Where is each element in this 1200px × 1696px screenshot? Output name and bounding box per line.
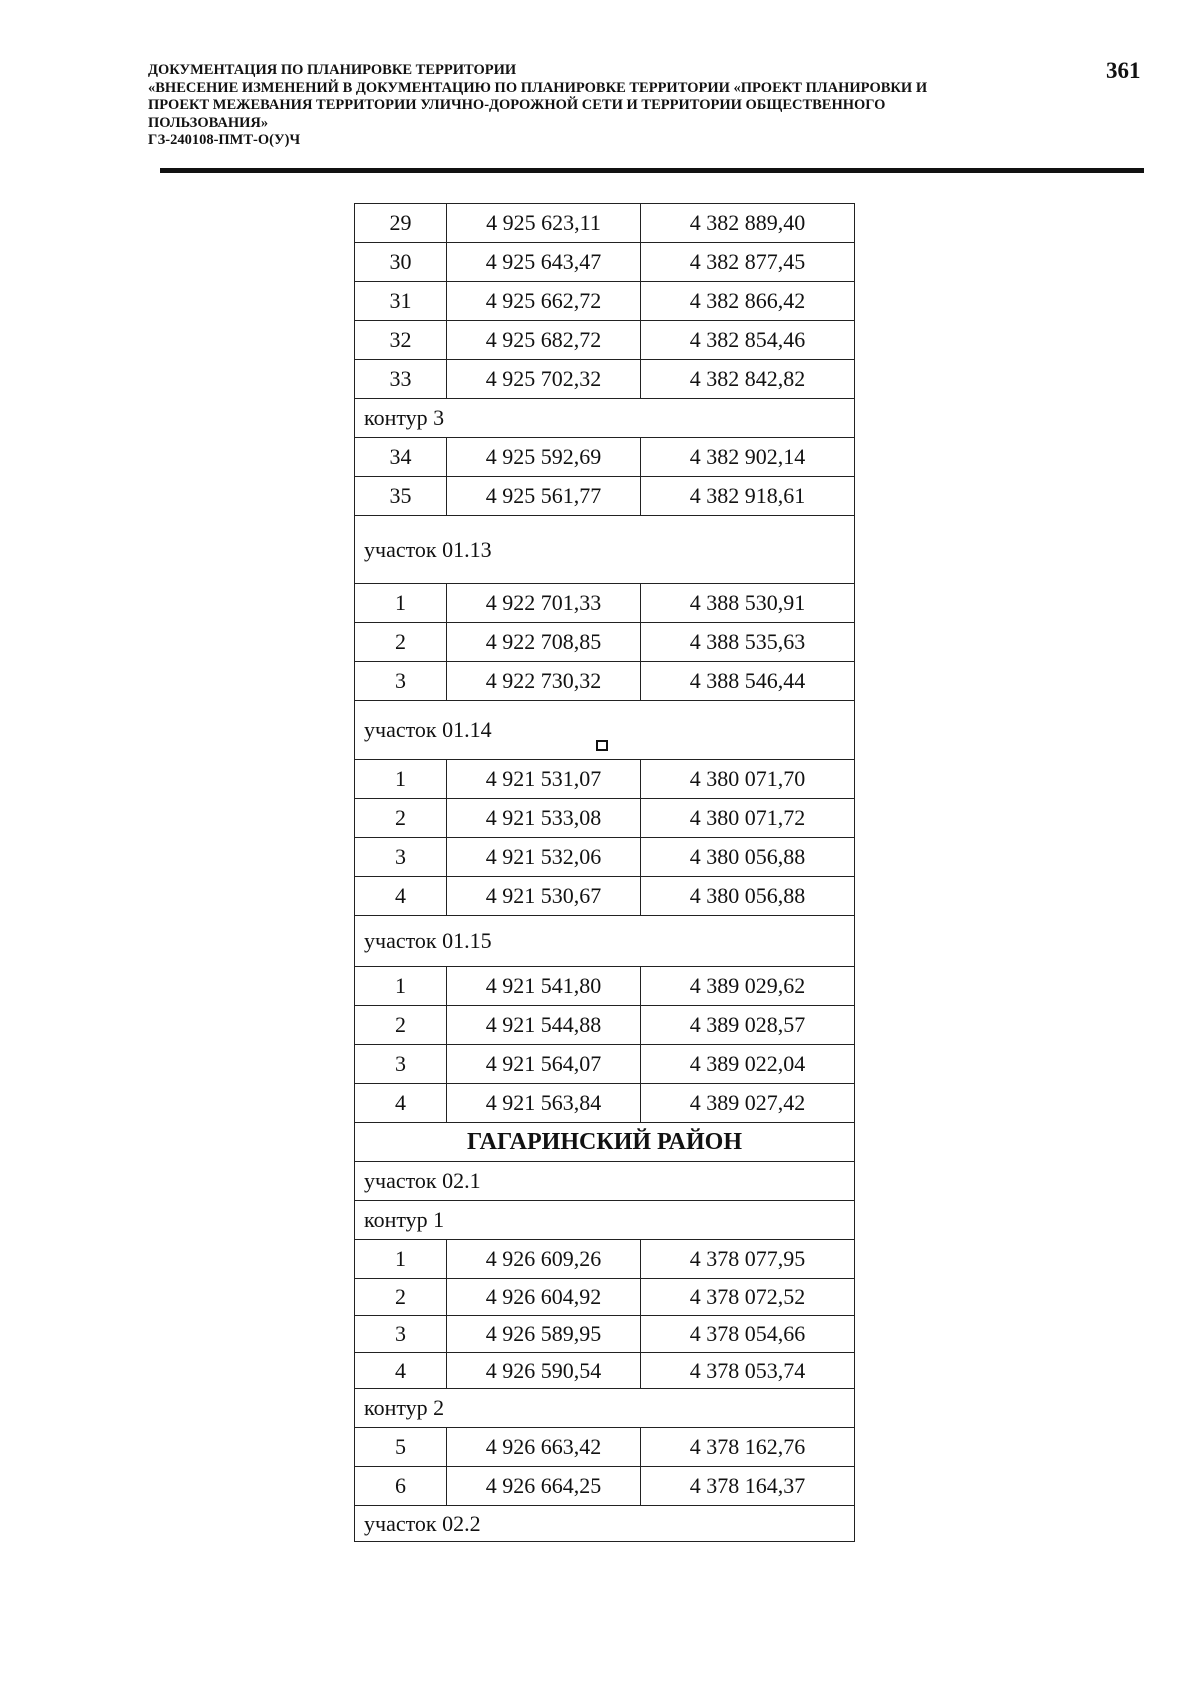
x-coordinate-cell: 4 926 663,42 [447,1428,641,1466]
section-label: участок 02.2 [364,1510,481,1536]
y-coordinate-cell: 4 378 072,52 [689,1284,806,1309]
point-number-cell: 6 [355,1467,447,1505]
x-coordinate-cell: 4 925 682,72 [447,321,641,359]
x-coordinate-cell: 4 925 702,32 [447,360,641,398]
table-row [355,203,854,242]
x-coordinate-cell: 4 926 609,26 [447,1240,641,1278]
point-number-cell: 29 [355,204,447,242]
y-coordinate-cell: 4 378 162,76 [689,1434,806,1459]
header-line-2: «ВНЕСЕНИЕ ИЗМЕНЕНИЙ В ДОКУМЕНТАЦИЮ ПО ПЛАНИРОВКЕ ТЕРРИТОРИИ «ПРОЕКТ ПЛАНИРОВКИ И [148,79,928,96]
table-row [355,837,854,876]
x-coordinate-cell: 4 921 531,07 [447,760,641,798]
section-row [355,915,854,966]
y-coordinate-cell: 4 389 029,62 [689,973,806,998]
table-row [355,622,854,661]
point-number-cell: 3 [355,838,447,876]
point-number-cell: 35 [355,477,447,515]
section-row [355,398,854,437]
coordinates-table [354,203,855,1542]
header-divider [160,168,1144,173]
x-coordinate-cell: 4 926 589,95 [447,1316,641,1352]
table-row [355,359,854,398]
x-coordinate-cell: 4 921 532,06 [447,838,641,876]
y-coordinate-cell: 4 380 056,88 [689,844,806,869]
y-coordinate-cell: 4 388 530,91 [689,590,806,615]
table-row [355,1315,854,1352]
table-row [355,583,854,622]
y-coordinate-cell: 4 380 071,72 [689,805,806,830]
x-coordinate-cell: 4 925 662,72 [447,282,641,320]
x-coordinate-cell: 4 921 533,08 [447,799,641,837]
point-number-cell: 30 [355,243,447,281]
x-coordinate-cell: 4 925 623,11 [447,204,641,242]
y-coordinate-cell: 4 388 535,63 [689,629,806,654]
section-label: участок 01.14 [364,717,492,742]
y-coordinate-cell: 4 378 077,95 [689,1246,806,1271]
point-number-cell: 2 [355,1006,447,1044]
point-number-cell: 3 [355,1045,447,1083]
x-coordinate-cell: 4 921 544,88 [447,1006,641,1044]
x-coordinate-cell: 4 925 643,47 [447,243,641,281]
point-number-cell: 3 [355,1316,447,1352]
point-number-cell: 5 [355,1428,447,1466]
header-line-3: ПРОЕКТ МЕЖЕВАНИЯ ТЕРРИТОРИИ УЛИЧНО-ДОРОЖНОЙ СЕТИ И ТЕРРИТОРИИ ОБЩЕСТВЕННОГО [148,97,886,113]
y-coordinate-cell: 4 382 866,42 [689,288,806,313]
y-coordinate-cell: 4 389 028,57 [689,1012,806,1037]
y-coordinate-cell: 4 389 027,42 [689,1090,806,1115]
x-coordinate-cell: 4 921 564,07 [447,1045,641,1083]
y-coordinate-cell: 4 380 071,70 [689,766,806,791]
y-coordinate-cell: 4 378 053,74 [689,1357,806,1383]
district-heading: ГАГАРИНСКИЙ РАЙОН [467,1128,742,1155]
table-row [355,759,854,798]
point-number-cell: 34 [355,438,447,476]
point-number-cell: 3 [355,662,447,700]
header-line-4: ПОЛЬЗОВАНИЯ» [148,114,269,131]
y-coordinate-cell: 4 378 054,66 [689,1321,806,1346]
section-label: участок 01.13 [364,536,492,562]
table-row [355,1278,854,1315]
header-line-5: ГЗ-240108-ПМТ-О(У)Ч [148,132,301,148]
section-row [355,1200,854,1239]
header-line-1: ДОКУМЕНТАЦИЯ ПО ПЛАНИРОВКЕ ТЕРРИТОРИИ [148,62,517,78]
section-label: контур 3 [364,405,445,430]
point-number-cell: 1 [355,584,447,622]
table-row [355,437,854,476]
section-label: контур 2 [364,1395,445,1420]
x-coordinate-cell: 4 922 730,32 [447,662,641,700]
section-row [355,1505,854,1541]
table-row [355,1239,854,1278]
point-number-cell: 33 [355,360,447,398]
x-coordinate-cell: 4 922 708,85 [447,623,641,661]
y-coordinate-cell: 4 388 546,44 [689,668,806,693]
table-row [355,661,854,700]
x-coordinate-cell: 4 925 592,69 [447,438,641,476]
point-number-cell: 4 [355,1353,447,1388]
table-row [355,1044,854,1083]
table-row [355,966,854,1005]
y-coordinate-cell: 4 380 056,88 [689,883,806,908]
point-number-cell: 1 [355,760,447,798]
point-number-cell: 32 [355,321,447,359]
y-coordinate-cell: 4 389 022,04 [689,1051,806,1076]
table-row [355,876,854,915]
y-coordinate-cell: 4 382 918,61 [689,483,806,508]
y-coordinate-cell: 4 382 889,40 [689,210,806,235]
document-header [148,62,1048,150]
table-row [355,1352,854,1388]
x-coordinate-cell: 4 925 561,77 [447,477,641,515]
table-row [355,1466,854,1505]
x-coordinate-cell: 4 921 541,80 [447,967,641,1005]
section-label: участок 02.1 [364,1168,481,1193]
table-row [355,1083,854,1122]
scan-mark [596,740,608,751]
table-row [355,242,854,281]
y-coordinate-cell: 4 382 902,14 [689,444,806,469]
section-label: участок 01.15 [364,928,492,953]
table-row [355,476,854,515]
x-coordinate-cell: 4 926 604,92 [447,1279,641,1315]
district-row [355,1122,854,1161]
x-coordinate-cell: 4 926 664,25 [447,1467,641,1505]
y-coordinate-cell: 4 382 842,82 [689,366,806,391]
x-coordinate-cell: 4 921 530,67 [447,877,641,915]
table-row [355,281,854,320]
point-number-cell: 2 [355,799,447,837]
y-coordinate-cell: 4 382 854,46 [689,327,806,352]
section-row [355,1388,854,1427]
point-number-cell: 1 [355,967,447,1005]
table-row [355,1005,854,1044]
section-label: контур 1 [364,1207,445,1232]
point-number-cell: 1 [355,1240,447,1278]
table-row [355,798,854,837]
table-row [355,320,854,359]
point-number-cell: 31 [355,282,447,320]
x-coordinate-cell: 4 921 563,84 [447,1084,641,1122]
x-coordinate-cell: 4 926 590,54 [447,1353,641,1388]
point-number-cell: 4 [355,1084,447,1122]
section-row [355,1161,854,1200]
y-coordinate-cell: 4 378 164,37 [689,1473,806,1498]
point-number-cell: 2 [355,623,447,661]
page-number: 361 [1106,58,1141,83]
table-row [355,1427,854,1466]
point-number-cell: 2 [355,1279,447,1315]
y-coordinate-cell: 4 382 877,45 [689,249,806,274]
point-number-cell: 4 [355,877,447,915]
x-coordinate-cell: 4 922 701,33 [447,584,641,622]
section-row [355,515,854,583]
